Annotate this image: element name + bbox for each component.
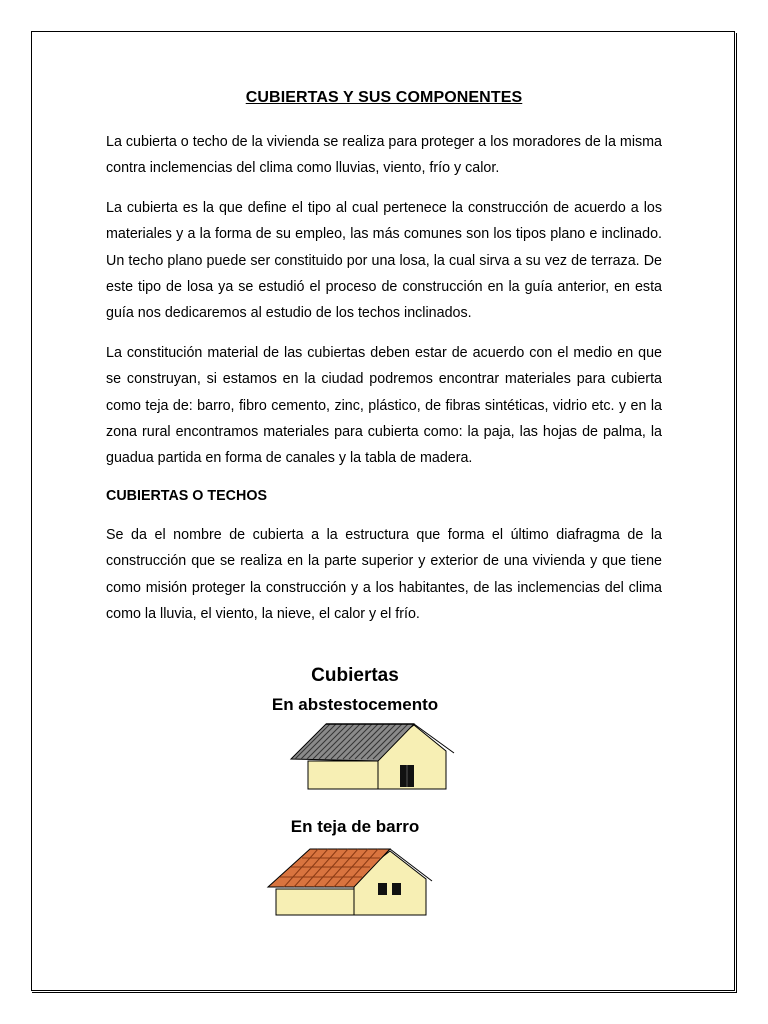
paragraph-1: La cubierta o techo de la vivienda se realiza para proteger a los moradores de la misma contra inclemencias del clima como lluvias, viento, frío y calor.: [106, 134, 662, 177]
house-side-wall: [308, 761, 378, 789]
figure-label-asbestos: En abstestocemento: [271, 695, 439, 714]
asbestos-roof-house-illustration: [286, 721, 466, 795]
house-window: [392, 883, 401, 895]
document-title: CUBIERTAS Y SUS COMPONENTES: [245, 89, 523, 106]
document-body: [106, 89, 662, 641]
clay-roof-house-illustration: [266, 843, 446, 923]
house-side-wall: [276, 889, 354, 915]
page-border-shadow: [736, 33, 737, 993]
paragraph-2: La cubierta es la que define el tipo al cual pertenece la construcción de acuerdo a los materiales y a la forma de su empleo, las más comunes son los tipos plano e inclinado. Un techo plano puede ser constituido por una losa, la cual sirva a su vez de terraza. De este tipo de losa ya se estudió el proceso de construcción en la guía anterior, en esta guía nos dedicaremos al estudio de los techos inclinados.: [106, 199, 662, 322]
roof-types-figure: [250, 665, 460, 925]
figure-label-clay: En teja de barro: [290, 817, 420, 836]
paragraph-3: La constitución material de las cubiertas deben estar de acuerdo con el medio en que se construyan, si estamos en la ciudad podremos encontrar materiales para cubierta como teja de: barro, fibro cemento, zinc, plástico, de fibras sintéticas, vidrio etc. y en la zona rural encontramos materiales para cubierta como: la paja, las hojas de palma, la guadua partida en forma de canales y la tabla de madera.: [106, 344, 662, 467]
section-heading: CUBIERTAS O TECHOS: [106, 487, 267, 504]
house-window: [378, 883, 387, 895]
section-paragraph: Se da el nombre de cubierta a la estructura que forma el último diafragma de la construcción que se realiza en la parte superior y exterior de una vivienda y que tiene como misión proteger la construcción y a los habitantes, de las inclemencias del clima como la lluvia, el viento, la nieve, el calor y el frío.: [106, 526, 662, 623]
figure-title: Cubiertas: [311, 665, 399, 686]
